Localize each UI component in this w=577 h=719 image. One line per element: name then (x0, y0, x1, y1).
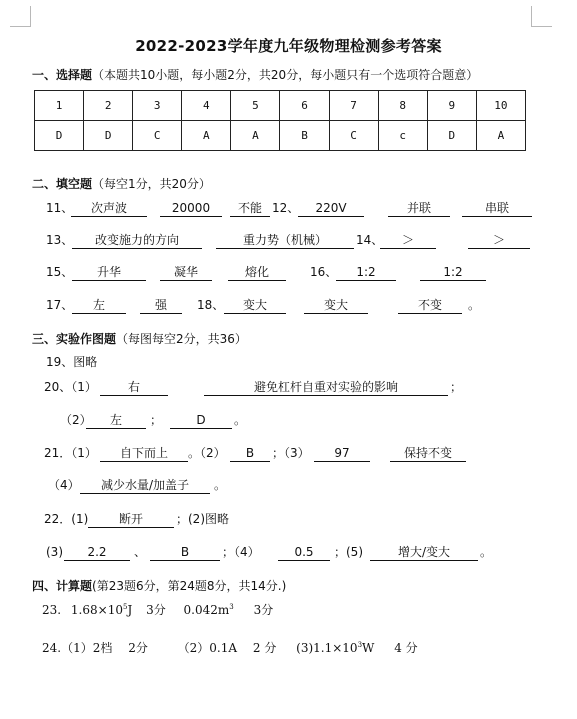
answer-blank: B (230, 446, 270, 462)
answer-blank: 减少水量/加盖子 (80, 478, 210, 494)
section-3-heading (32, 330, 247, 347)
answer-value: 0.042m (183, 603, 230, 617)
question-part: ；（3） (272, 446, 310, 460)
table-cell: C (329, 121, 378, 151)
answer-blank: 0.5 (278, 545, 330, 561)
answer-blank: 1:2 (420, 265, 486, 281)
question-part: ；(2)图略 (176, 512, 229, 526)
period: 。 (468, 298, 481, 312)
unit: J (127, 603, 133, 617)
answer-blank: D (170, 413, 232, 429)
section-2-title: 二、填空题 (32, 177, 93, 191)
answer-blank: 自下而上 (100, 446, 188, 462)
answer-blank: 20000 (160, 201, 222, 217)
period: 。 (480, 545, 493, 559)
answer-blank: 改变施力的方向 (72, 233, 202, 249)
answer-blank: ＞ (380, 233, 436, 249)
answer-blank: 强 (140, 298, 182, 314)
question-part: （2）0.1A (177, 641, 238, 655)
page-corner-mark-right (531, 6, 552, 27)
answer-table-number-row (35, 91, 526, 121)
section-1-title: 一、选择题 (32, 68, 93, 82)
table-cell: A (231, 121, 280, 151)
answer-blank: 左 (86, 413, 146, 429)
question-number: 17、 (46, 298, 74, 312)
question-23-line (42, 601, 273, 618)
question-part: ；(5) (334, 545, 363, 559)
answer-blank: 保持不变 (390, 446, 466, 462)
answer-blank: 凝华 (160, 265, 212, 281)
period: 。 (234, 413, 247, 427)
table-cell: D (427, 121, 476, 151)
question-number: 14、 (356, 233, 384, 247)
score: 4 分 (394, 641, 418, 655)
score: 2分 (128, 641, 148, 655)
exponent: 5 (122, 603, 128, 611)
unit: W (362, 641, 375, 655)
question-24-line (42, 639, 418, 656)
answer-blank: 次声波 (71, 201, 147, 217)
section-3-title: 三、实验作图题 (32, 332, 117, 346)
table-cell: A (182, 121, 231, 151)
answer-blank: 左 (72, 298, 126, 314)
answer-blank: B (150, 545, 220, 561)
answer-blank: 1:2 (336, 265, 396, 281)
section-3-note: （每图每空2分，共36） (116, 332, 247, 346)
answer-blank: 避免杠杆自重对实验的影响 (204, 380, 448, 396)
section-2-note: （每空1分，共20分） (92, 177, 211, 191)
score: 3分 (146, 603, 166, 617)
section-1-note: （本题共10小题，每小题2分，共20分，每小题只有一个选项符合题意） (92, 68, 479, 82)
page-title: 2022-2023学年度九年级物理检测参考答案 (135, 37, 442, 55)
separator: 、 (134, 545, 147, 559)
question-part: 24.（1）2档 (42, 641, 113, 655)
table-cell: 2 (84, 91, 133, 121)
score: 2 分 (252, 641, 277, 655)
answer-blank: 增大/变大 (370, 545, 478, 561)
answer-blank: 不变 (398, 298, 462, 314)
page-corner-mark-left (10, 6, 31, 27)
question-19: 19、图略 (46, 355, 98, 369)
table-cell: B (280, 121, 329, 151)
answer-blank: 断开 (88, 512, 174, 528)
table-cell: 10 (476, 91, 525, 121)
answer-blank: 变大 (304, 298, 368, 314)
question-number: 16、 (310, 265, 338, 279)
table-cell: D (84, 121, 133, 151)
question-number: (3) (46, 545, 63, 559)
table-cell: 8 (378, 91, 427, 121)
question-number: 23. (42, 603, 62, 617)
table-cell: 5 (231, 91, 280, 121)
answer-blank: 220V (298, 201, 364, 217)
question-number: 22．(1) (44, 512, 89, 526)
question-number: 11、 (46, 201, 74, 215)
section-4-title: 四、计算题 (32, 579, 93, 593)
answer-table-answer-row (35, 121, 526, 151)
answer-blank: 并联 (388, 201, 450, 217)
score: 3分 (253, 603, 274, 617)
section-4-heading (32, 577, 286, 594)
question-number: （4） (48, 478, 80, 492)
answer-blank: 变大 (224, 298, 286, 314)
exponent: 3 (357, 641, 363, 649)
answer-blank: 右 (100, 380, 168, 396)
answer-blank: 2.2 (64, 545, 130, 561)
period: 。 (214, 478, 227, 492)
table-cell: A (476, 121, 525, 151)
question-part: (3)1.1×10 (296, 641, 358, 655)
answer-table (34, 90, 526, 151)
question-part: ；（4） (222, 545, 260, 559)
table-cell: 7 (329, 91, 378, 121)
table-cell: 6 (280, 91, 329, 121)
table-cell: 9 (427, 91, 476, 121)
table-cell: D (35, 121, 84, 151)
question-number: 21．（1） (44, 446, 97, 460)
answer-blank: 串联 (462, 201, 532, 217)
table-cell: 3 (133, 91, 182, 121)
answer-blank: 不能 (230, 201, 270, 217)
answer-blank: 熔化 (228, 265, 286, 281)
question-part: 。（2） (188, 446, 226, 460)
question-number: 13、 (46, 233, 74, 247)
section-2-heading (32, 175, 211, 192)
answer-blank: 升华 (72, 265, 146, 281)
section-4-note: (第23题6分，第24题8分，共14分.) (92, 579, 287, 593)
table-cell: C (133, 121, 182, 151)
question-number: 20、（1） (44, 380, 97, 394)
question-number: 15、 (46, 265, 74, 279)
exponent: 3 (229, 603, 234, 611)
answer-blank: 重力势（机械） (216, 233, 354, 249)
semicolon: ； (150, 413, 163, 427)
table-cell: c (378, 121, 427, 151)
answer-blank: ＞ (468, 233, 530, 249)
question-number: 18、 (197, 298, 225, 312)
answer-blank: 97 (314, 446, 370, 462)
semicolon: ； (450, 380, 463, 394)
table-cell: 1 (35, 91, 84, 121)
answer-value: 1.68×10 (70, 603, 123, 617)
question-number: 12、 (272, 201, 300, 215)
table-cell: 4 (182, 91, 231, 121)
question-number: （2） (60, 413, 92, 427)
section-1-heading (32, 66, 478, 83)
